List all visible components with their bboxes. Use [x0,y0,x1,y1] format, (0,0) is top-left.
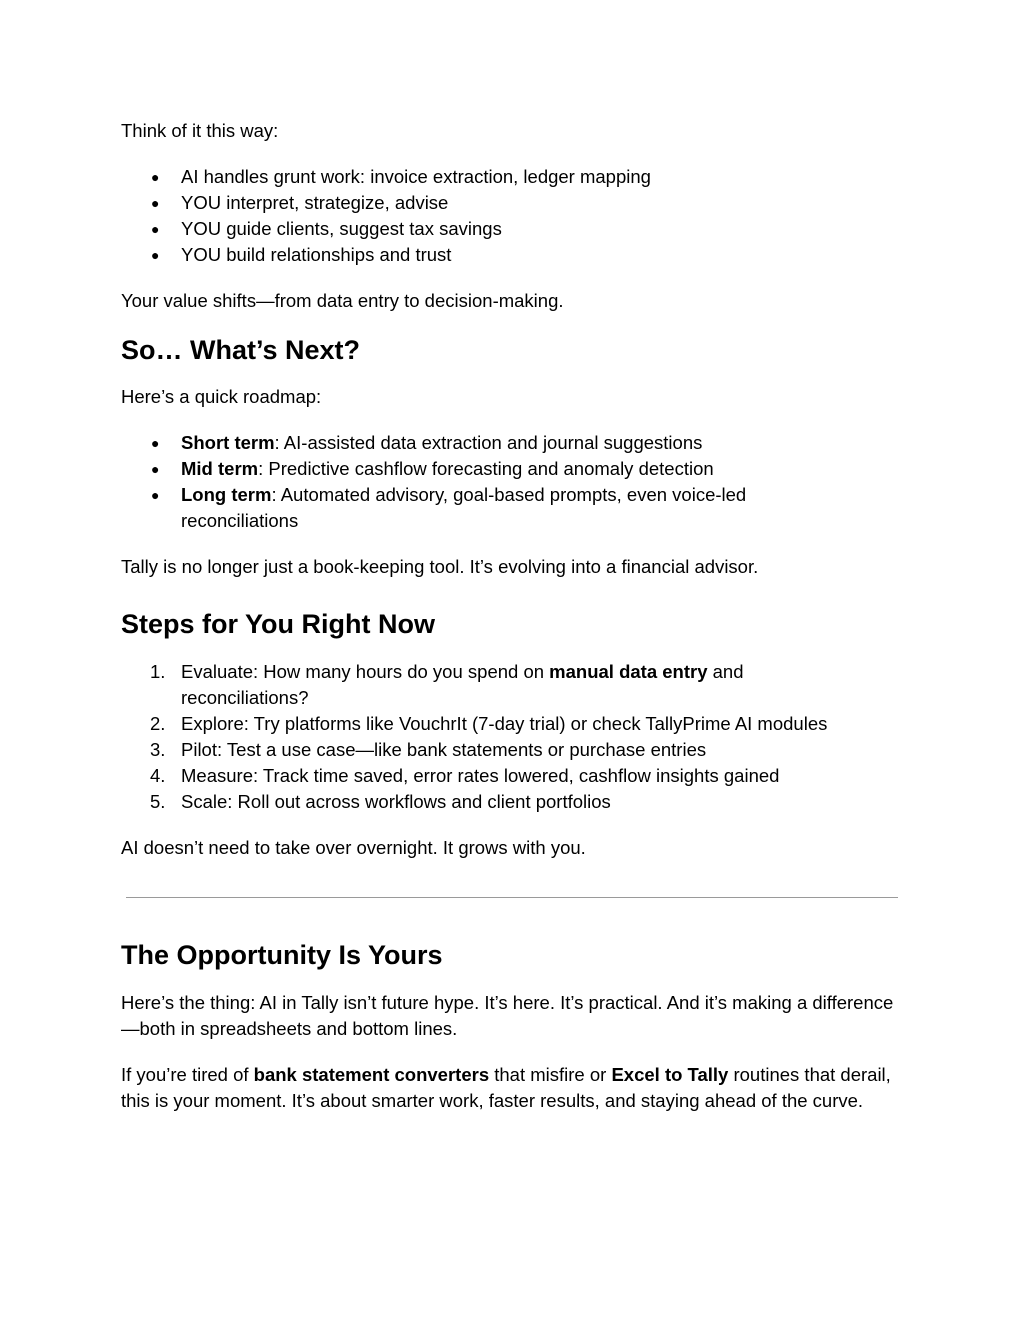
para-text: that misfire or [489,1064,612,1085]
para-text: routines that derail, this is your moment. It’s about smarter work, faster results, and staying ahead of the curve. [121,1064,891,1111]
steps-numbered-list [121,659,906,815]
roles-bullet-list [121,164,906,268]
value-shift-paragraph: Your value shifts—from data entry to decision-making. [121,290,564,311]
para-text: If you’re tired of [121,1064,254,1085]
term-text: : Predictive cashflow forecasting and anomaly detection [258,458,714,479]
list-item [121,430,906,456]
step-number: 4. [150,765,166,786]
list-item [121,659,906,711]
term-text: : Automated advisory, goal-based prompts, even voice-led reconciliations [181,484,747,531]
document-page [121,118,906,1114]
opportunity-paragraph-2 [121,1062,906,1114]
step-text-end: and reconciliations? [181,661,744,708]
step-bold-text: manual data entry [549,661,708,682]
step-text: Scale: Roll out across workflows and client portfolios [181,791,611,812]
term-label: Short term [181,432,275,453]
step-text: Explore: Try platforms like VouchrIt (7-day trial) or check TallyPrime AI modules [181,713,828,734]
term-label: Long term [181,484,272,505]
roadmap-lead: Here’s a quick roadmap: [121,386,322,407]
step-number: 3. [150,739,166,760]
list-item: ● AI handles grunt work: invoice extraction, ledger mapping [121,164,906,190]
term-text: : AI-assisted data extraction and journal suggestions [274,432,703,453]
step-number: 2. [150,713,166,734]
list-item: ● YOU guide clients, suggest tax savings [121,216,906,242]
list-item [121,456,906,482]
step-text: Pilot: Test a use case—like bank statements or purchase entries [181,739,707,760]
opportunity-paragraph-1: Here’s the thing: AI in Tally isn’t future hype. It’s here. It’s practical. And it’s making a difference—both in spreadsheets and bottom lines. [121,992,894,1039]
list-item [121,763,906,789]
section-heading-steps: Steps for You Right Now [121,609,435,639]
roadmap-bullet-list [121,430,906,534]
intro-paragraph: Think of it this way: [121,120,279,141]
term-label: Mid term [181,458,259,479]
list-item [121,789,906,815]
keyword-excel-to-tally: Excel to Tally [611,1064,729,1085]
list-item [121,737,906,763]
roadmap-closing: Tally is no longer just a book-keeping tool. It’s evolving into a financial advisor. [121,556,759,577]
steps-closing: AI doesn’t need to take over overnight. It grows with you. [121,837,586,858]
step-number: 5. [150,791,166,812]
step-text: Measure: Track time saved, error rates lowered, cashflow insights gained [181,765,780,786]
list-item: ● YOU interpret, strategize, advise [121,190,906,216]
list-item [121,482,906,534]
section-heading-opportunity: The Opportunity Is Yours [121,940,443,970]
section-heading-next: So… What’s Next? [121,335,361,365]
keyword-bank-statement-converters: bank statement converters [253,1064,490,1085]
step-text: Evaluate: How many hours do you spend on [181,661,550,682]
list-item: ● YOU build relationships and trust [121,242,906,268]
horizontal-divider [126,897,898,898]
step-number: 1. [150,661,166,682]
list-item [121,711,906,737]
